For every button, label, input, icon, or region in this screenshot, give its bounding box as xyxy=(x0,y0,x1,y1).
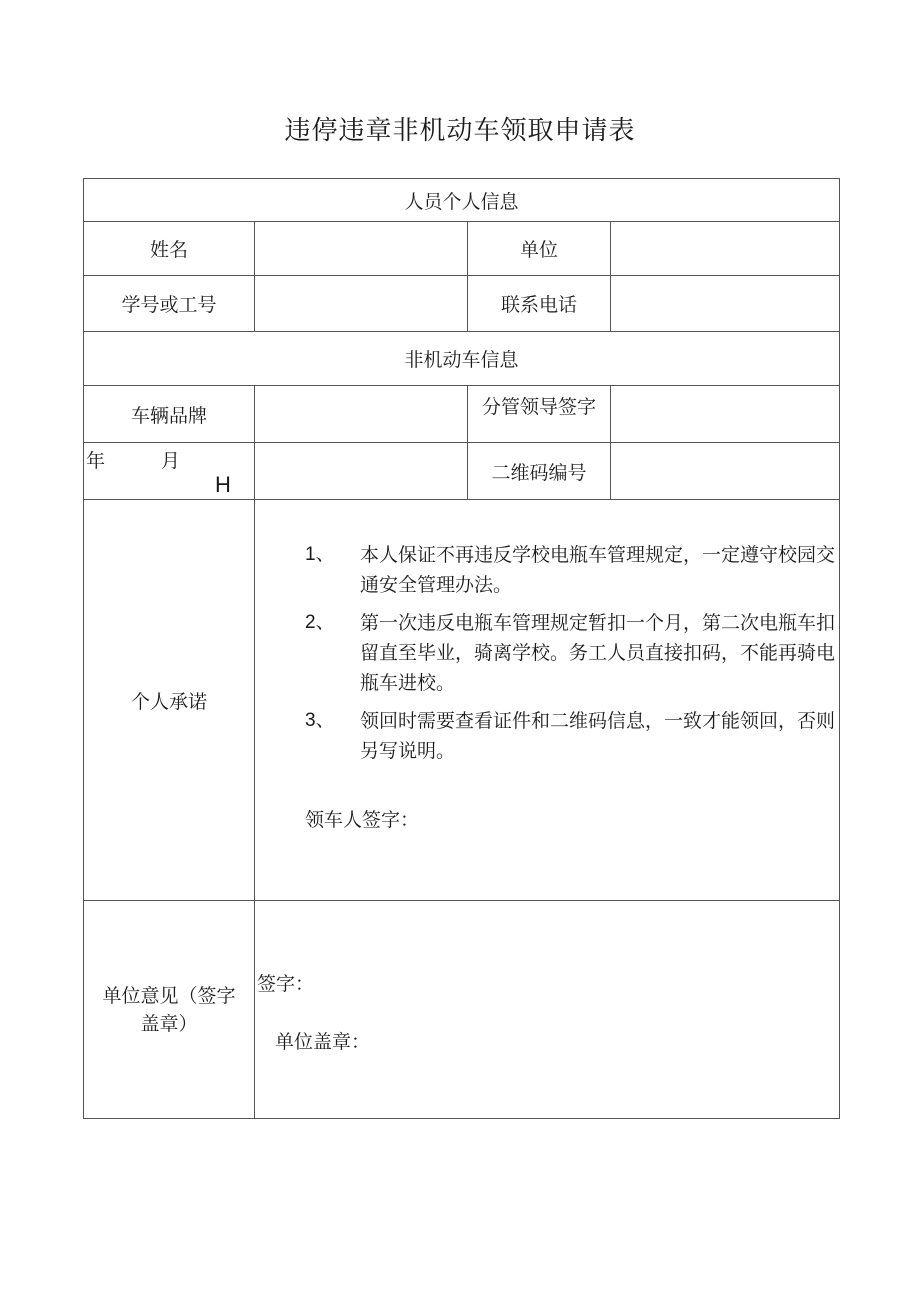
pledge-list xyxy=(305,540,840,774)
id-label: 学号或工号 xyxy=(84,276,255,332)
unit-stamp-label[interactable]: 单位盖章： xyxy=(275,1031,371,1053)
brand-field[interactable] xyxy=(255,386,468,443)
date-month-label: 月 xyxy=(161,450,181,472)
pledge-item xyxy=(305,706,840,766)
application-form xyxy=(83,178,840,1119)
pledge-item-text: 本人保证不再违反学校电瓶车管理规定，一定遵守校园交通安全管理办法。 xyxy=(360,544,836,596)
date-label xyxy=(84,443,255,500)
unit-signature-label[interactable]: 签字： xyxy=(257,973,315,995)
date-year-label: 年 xyxy=(86,450,106,472)
unit-opinion-content xyxy=(255,901,840,1119)
name-label: 姓名 xyxy=(84,222,255,276)
phone-field[interactable] xyxy=(611,276,840,332)
pledge-item xyxy=(305,540,840,600)
unit-opinion-label-line1: 单位意见（签字 xyxy=(102,984,236,1007)
pledge-item xyxy=(305,608,840,698)
date-field[interactable] xyxy=(255,443,468,500)
name-field[interactable] xyxy=(255,222,468,276)
personal-info-header: 人员个人信息 xyxy=(84,179,840,222)
unit-opinion-label-line2: 盖章） xyxy=(140,1012,198,1035)
pledge-content xyxy=(255,500,840,901)
phone-label: 联系电话 xyxy=(468,276,611,332)
leader-sign-field[interactable] xyxy=(611,386,840,443)
page-title: 违停违章非机动车领取申请表 xyxy=(284,116,636,146)
pledge-item-number: 1、 xyxy=(305,544,335,565)
unit-label: 单位 xyxy=(468,222,611,276)
qr-label: 二维码编号 xyxy=(468,443,611,500)
qr-field[interactable] xyxy=(611,443,840,500)
pledge-item-number: 3、 xyxy=(305,710,335,731)
id-field[interactable] xyxy=(255,276,468,332)
date-day-label: H xyxy=(215,472,231,497)
unit-field[interactable] xyxy=(611,222,840,276)
brand-label: 车辆品牌 xyxy=(84,386,255,443)
vehicle-info-header: 非机动车信息 xyxy=(84,332,840,386)
pledge-label: 个人承诺 xyxy=(84,500,255,901)
leader-sign-label: 分管领导签字 xyxy=(468,386,611,443)
unit-opinion-label xyxy=(84,901,255,1119)
pledge-item-number: 2、 xyxy=(305,612,335,633)
pledge-item-text: 领回时需要查看证件和二维码信息，一致才能领回，否则另写说明。 xyxy=(360,710,836,762)
recipient-signature-label[interactable]: 领车人签字： xyxy=(305,809,420,831)
pledge-item-text: 第一次违反电瓶车管理规定暂扣一个月，第二次电瓶车扣留直至毕业，骑离学校。务工人员直接扣码，不能再骑电瓶车进校。 xyxy=(360,612,836,694)
